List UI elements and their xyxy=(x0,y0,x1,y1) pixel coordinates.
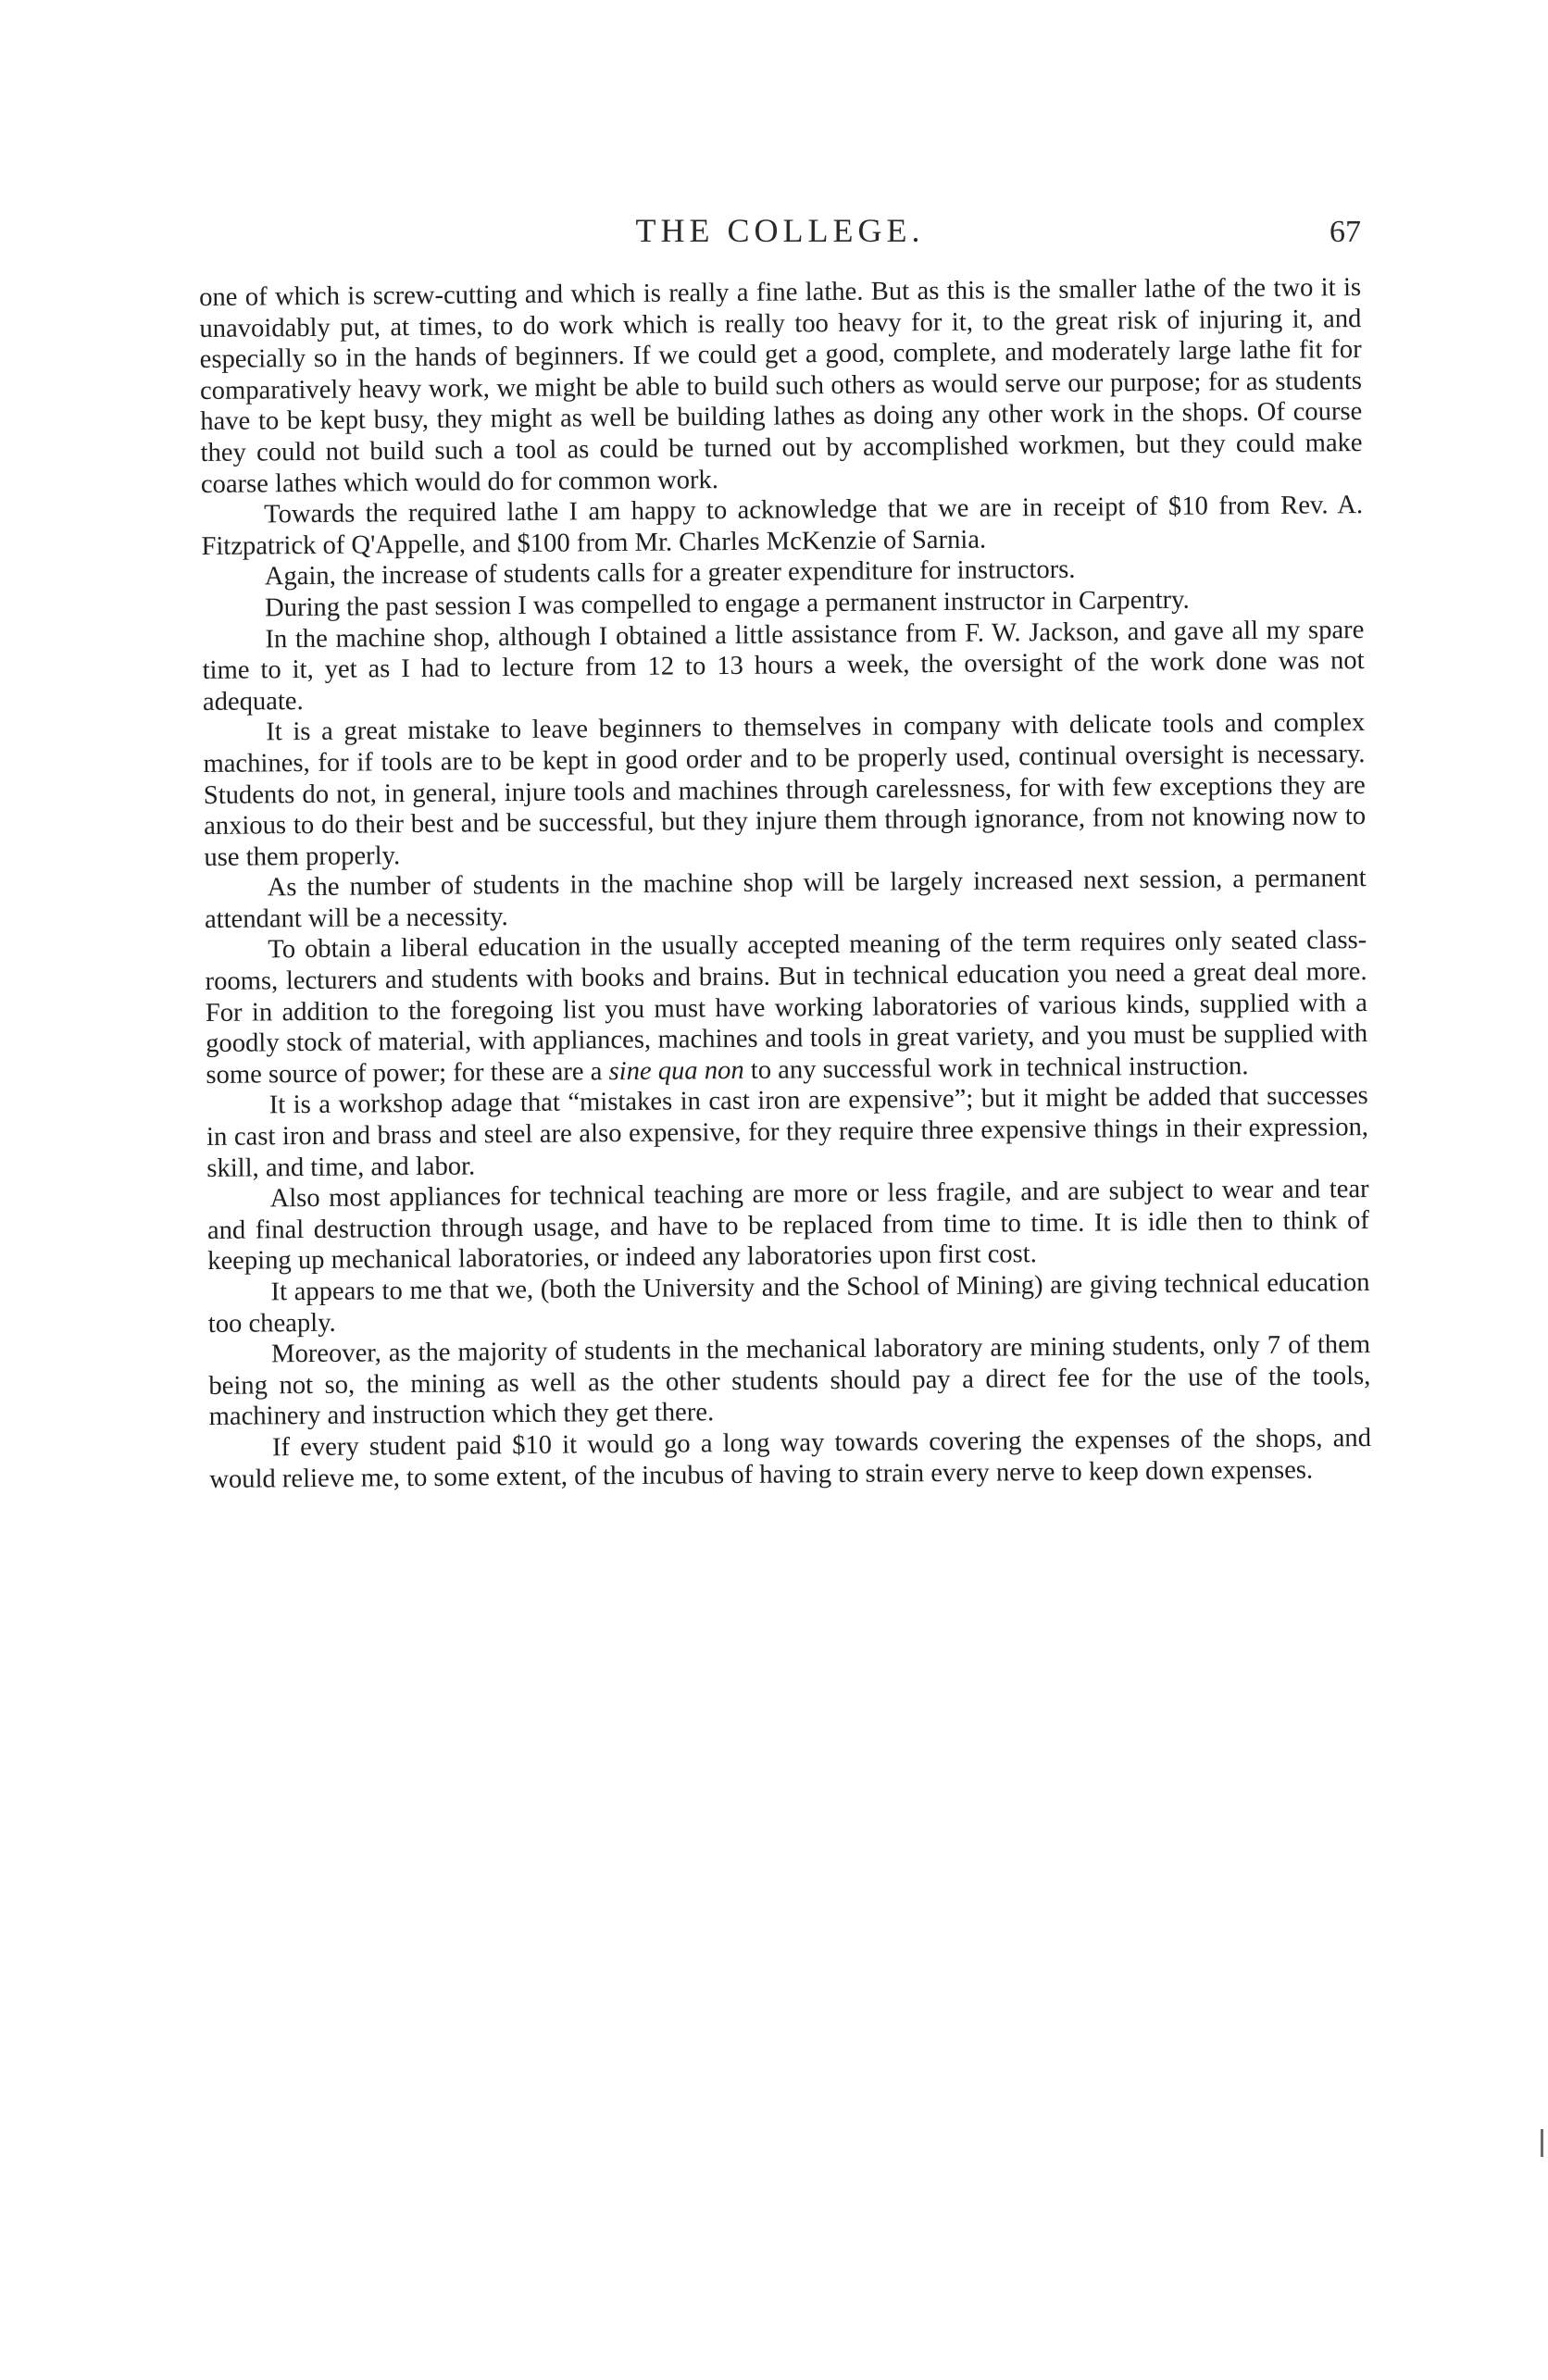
running-title: THE COLLEGE. xyxy=(635,212,925,249)
paragraph-1: one of which is screw-cutting and which is really a fine lathe. But as this is the smaller lathe of the two it is unavoidably put, at times, to do work which is really too heavy for it, to the great risk of injuring it, and especially so in the hands of beginners. If we could get a good, complete, and moderately large lathe fit for comparatively heavy work, we might be able to build such others as would serve our purpose; for as students have to be kept busy, they might as well be building lathes as doing any other work in the shops. Of course they could not build such a tool as could be turned out by accomplished workmen, but they could make coarse lathes which would do for common work. xyxy=(199,273,1363,499)
paragraph-9: It is a workshop adage that “mistakes in cast iron are expensive”; but it might be added that successes in cast iron and brass and steel are also expensive, for they require three expensive things in their expression, skill, and time, and labor. xyxy=(206,1081,1369,1183)
paragraph-7: As the number of students in the machine shop will be largely increased next session, a permanent attendant will be a necessity. xyxy=(204,864,1367,934)
paragraph-11: It appears to me that we, (both the University and the School of Mining) are giving technical education too cheaply. xyxy=(207,1268,1370,1339)
paragraph-13: If every student paid $10 it would go a long way towards covering the expenses of the shops, and would relieve me, to some extent, of the incubus of having to strain every nerve to keep down expenses. xyxy=(209,1423,1372,1494)
paragraph-12: Moreover, as the majority of students in the mechanical laboratory are mining students, only 7 of them being not so, the mining as well as the other students should pay a direct fee for the use of the tools, machinery and instruction which they get there. xyxy=(208,1330,1371,1432)
paragraph-8: To obtain a liberal education in the usually accepted meaning of the term requires only seated class-rooms, lecturers and students with books and brains. But in technical education you need a great deal more. For in addition to the foregoing list you must have working laboratories of various kinds, supplied with a goodly stock of material, with appliances, machines and tools in great variety, and you must be supplied with some source of power; for these are a sine qua non to any successful work in technical instruction. xyxy=(205,926,1368,1090)
paragraph-6: It is a great mistake to leave beginners to themselves in company with delicate tools and complex machines, for if tools are to be kept in good order and to be properly used, continual oversight is necessary. Students do not, in general, injure tools and machines through carelessness, for with few exceptions they are anxious to do their best and be successful, but they injure them through ignorance, from not knowing now to use them properly. xyxy=(203,708,1367,872)
paragraph-3: Again, the increase of students calls for a greater expenditure for instructors. xyxy=(264,555,1076,592)
paragraph-10: Also most appliances for technical teaching are more or less fragile, and are subject to wear and tear and final destruction through usage, and have to be replaced from time to time. It is idle then to think of keeping up mechanical laboratories, or indeed any laboratories upon first cost. xyxy=(206,1175,1370,1277)
paragraph-4: During the past session I was compelled to engage a permanent instructor in Carpentry. xyxy=(264,585,1190,623)
scan-edge-mark xyxy=(1541,2129,1543,2157)
running-header xyxy=(199,211,1361,259)
paragraph-2: Towards the required lathe I am happy to acknowledge that we are in receipt of $10 from Rev. A. Fitzpatrick of Q'Appelle, and $100 from Mr. Charles McKenzie of Sarnia. xyxy=(201,491,1364,561)
paragraph-5: In the machine shop, although I obtained a little assistance from F. W. Jackson, and gave all my spare time to it, yet as I had to lecture from 12 to 13 hours a week, the oversight of the work done was not adequate. xyxy=(202,615,1365,716)
body-text xyxy=(199,272,1371,1495)
page-number: 67 xyxy=(1330,215,1361,249)
latin-phrase: sine qua non xyxy=(608,1055,744,1087)
